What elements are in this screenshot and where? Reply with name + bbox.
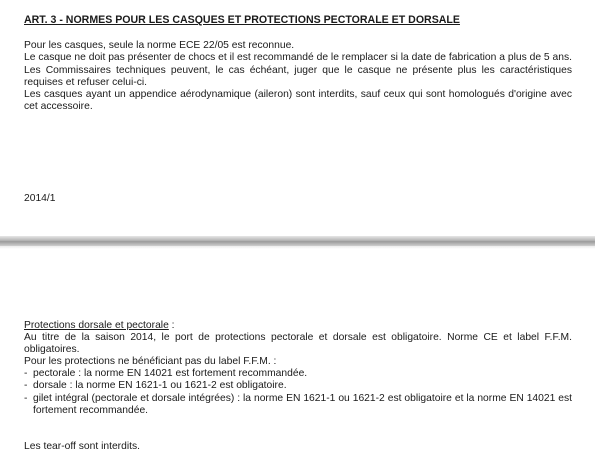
helmet-norm-paragraph: Pour les casques, seule la norme ECE 22/05 est reconnue. (24, 40, 295, 52)
page-separator-shadow (0, 246, 595, 249)
page-separator (0, 236, 595, 246)
list-bullet: - (24, 392, 28, 404)
protections-heading: Protections dorsale et pectorale (24, 320, 169, 331)
protections-list (24, 368, 572, 416)
article-section (24, 14, 572, 113)
list-item-text: dorsale : la norme EN 1621-1 ou 1621-2 est obligatoire. (33, 380, 287, 392)
protections-heading-line (24, 320, 572, 332)
helmet-aero-paragraph: Les casques ayant un appendice aérodynamique (aileron) sont interdits, sauf ceux qui sont homologués d'origine avec cet accessoire. (24, 89, 572, 113)
protections-list-intro: Pour les protections ne bénéficiant pas du label F.F.M. : (24, 356, 277, 368)
list-item (24, 368, 572, 380)
list-item-text: pectorale : la norme EN 14021 est fortement recommandée. (33, 368, 308, 380)
list-item (24, 380, 572, 392)
list-item-text: gilet intégral (pectorale et dorsale intégrées) : la norme EN 1621-1 ou 1621-2 est obligatoire et la norme EN 14021 est fortement recommandée. (33, 392, 572, 416)
protections-intro: Au titre de la saison 2014, le port de protections pectorale et dorsale est obligatoire. Norme CE et label F.F.M. obligatoires. (24, 332, 572, 356)
list-item (24, 393, 572, 417)
protections-section (24, 320, 572, 453)
list-bullet: - (24, 380, 28, 392)
protections-heading-colon: : (168, 320, 175, 331)
page-number: 2014/1 (24, 193, 56, 204)
list-bullet: - (24, 368, 28, 380)
tearoff-statement: Les tear-off sont interdits. (24, 440, 140, 452)
article-heading: ART. 3 - NORMES POUR LES CASQUES ET PROTECTIONS PECTORALE ET DORSALE (24, 14, 460, 26)
helmet-condition-paragraph: Le casque ne doit pas présenter de chocs et il est recommandé de le remplacer si la date de fabrication a plus de 5 ans. Les Commissaires techniques peuvent, le cas échéant, juger que le casque ne présente plus les caractéristiques requises et refuser celui-ci. (24, 52, 572, 88)
